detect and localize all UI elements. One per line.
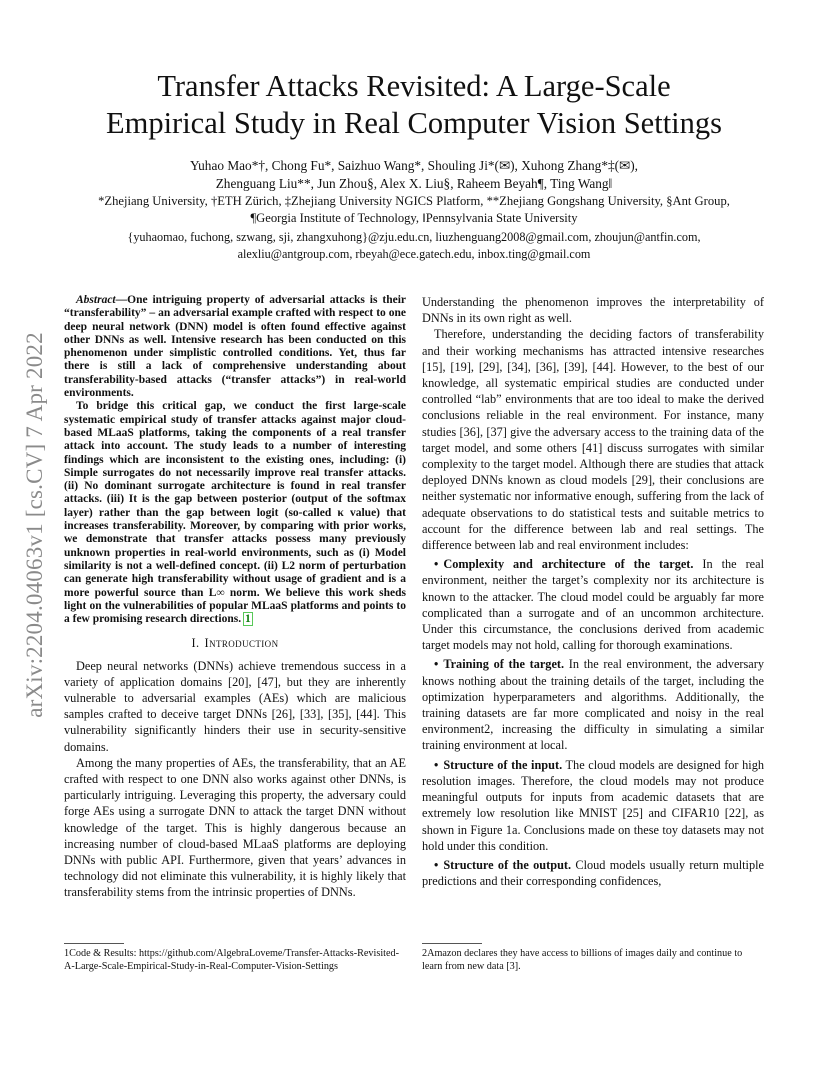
footnote-rule-right bbox=[422, 943, 482, 944]
bullet-training: • Training of the target. In the real environment, the adversary knows nothing about the training details of the target, including the optimization hyperparameters and algorithms. Additionally, the training datasets are far more complicated and noisy in the real environment2, increasing the difficulty in simulating a similar training environment at local. bbox=[422, 656, 764, 753]
bullet-complexity: • Complexity and architecture of the target. In the real environment, neither the target’s complexity nor its architecture is known to the attacker. The cloud model could be arguably far more complicated than a surrogate and of an uncommon architecture. Under this circumstance, the conclusions derived from academic target models may not hold, calling for thorough examinations. bbox=[422, 556, 764, 653]
footnote-ref-1[interactable]: 1 bbox=[244, 613, 251, 626]
section-heading-introduction: I. Introduction bbox=[191, 636, 279, 651]
paper-header bbox=[40, 68, 788, 263]
affiliations: *Zhejiang University, †ETH Zürich, ‡Zhejiang University NGICS Platform, **Zhejiang Gongshang University, §Ant Group, ¶Georgia Institute of Technology, ‖Pennsylvania State University bbox=[98, 194, 730, 225]
footnote-1: 1Code & Results: https://github.com/AlgebraLoveme/Transfer-Attacks-Revisited-A-Large-Scale-Empirical-Study-in-Real-Computer-Vision-Settings bbox=[64, 948, 399, 972]
arxiv-side-stamp: arXiv:2204.04063v1 [cs.CV] 7 Apr 2022 bbox=[22, 332, 47, 718]
left-column bbox=[64, 294, 406, 901]
paper-title: Transfer Attacks Revisited: A Large-Scale Empirical Study in Real Computer Vision Settings bbox=[105, 69, 723, 140]
right-paragraph-1: Understanding the phenomenon improves the interpretability of DNNs in its own right as well. bbox=[422, 295, 764, 326]
intro-paragraph-2: Among the many properties of AEs, the transferability, that an AE crafted with respect to one DNN also works against other DNNs, is particularly intriguing. Leveraging this property, the adversary could forge AEs using a surrogate DNN to attack the target DNN without knowledge of the target. This is highly dangerous because an increasing number of cloud-based MLaaS platforms are deploying DNNs with public API. Furthermore, given that years’ advances in technology did not eliminate this vulnerability, it is highly likely that transferability stems from the intrinsic properties of DNNs. bbox=[64, 755, 406, 900]
abstract: Abstract—One intriguing property of adversarial attacks is their “transferability” – an adversarial example crafted with respect to one deep neural network (DNN) model is often found effective against other DNNs as well. Intensive research has been conducted on this phenomenon under simplistic controlled conditions. Yet, thus far there is still a lack of comprehensive understanding about transferability-based attacks (“transfer attacks”) in real-world environments. To bridge this critical gap, we conduct the first large-scale systematic empirical study of transfer attacks against major cloud-based MLaaS platforms, taking the components of a real transfer attack into account. The study leads to a number of interesting findings which are inconsistent to the existing ones, including: (i) Simple surrogates do not necessarily improve real transfer attacks. (ii) No dominant surrogate architecture is found in real transfer attacks. (iii) It is the gap between posterior (output of the softmax layer) rather than the gap between logit (so-called κ value) that increases transferability. Moreover, by comparing with prior works, we demonstrate that transfer attacks possess many previously unknown properties in real-world environments, such as (i) Model similarity is not a well-defined concept. (ii) L2 norm of perturbation can generate high transferability without usage of gradient and is a more powerful source than L∞ norm. We believe this work sheds light on the vulnerabilities of popular MLaaS platforms and points to a few promising research directions. 1 bbox=[64, 294, 406, 626]
footnote-rule-left bbox=[64, 943, 124, 944]
intro-paragraph-1: Deep neural networks (DNNs) achieve tremendous success in a variety of application domains [20], [47], but they are inherently vulnerable to adversarial examples (AEs) which are malicious samples crafted to deceive target DNNs [26], [33], [35], [44]. This vulnerability significantly hinders their use in security-sensitive domains. bbox=[64, 658, 406, 754]
bullet-output-structure: • Structure of the output. Cloud models usually return multiple predictions and their corresponding confidences, bbox=[422, 857, 764, 889]
author-list: Yuhao Mao*†, Chong Fu*, Saizhuo Wang*, Shouling Ji*(✉), Xuhong Zhang*‡(✉), Zhenguang Liu**, Jun Zhou§, Alex X. Liu§, Raheem Beyah¶, Ting Wang‖ bbox=[190, 158, 638, 191]
right-paragraph-2: Therefore, understanding the deciding factors of transferability and their working mechanisms has attracted intensive researches [15], [19], [29], [34], [36], [39], [44]. However, to the best of our knowledge, all systematic empirical studies are conducted under controlled “lab” environments that are too ideal to make the derived conclusions reliable in the real environment. For instance, many studies [36], [37] give the adversary access to the training data of the target model, and some others [41] discuss surrogates with similar complexity to the target model. Although there are studies that attack deployed DNNs known as cloud models [29], their conclusions are neither systematic nor informative enough, suffering from the lack of adequate observations to do statistical tests and suitable metrics to account for the difference between lab and real settings. The difference between lab and real environment includes: bbox=[422, 327, 764, 553]
footnote-2: 2Amazon declares they have access to billions of images daily and continue to learn from new data [3]. bbox=[422, 948, 743, 972]
right-column bbox=[422, 294, 764, 889]
author-emails: {yuhaomao, fuchong, szwang, sji, zhangxuhong}@zju.edu.cn, liuzhenguang2008@gmail.com, zhoujun@antfin.com, alexliu@antgroup.com, rbeyah@ece.gatech.edu, inbox.ting@gmail.com bbox=[127, 230, 701, 261]
bullet-input-structure: • Structure of the input. The cloud models are designed for high resolution images. Therefore, the cloud models may not produce meaningful outputs for inputs from academic datasets that are extremely low resolution like MNIST [25] and CIFAR10 [22], as shown in Figure 1a. Conclusions made on these toy datasets may not hold under this condition. bbox=[422, 757, 764, 854]
